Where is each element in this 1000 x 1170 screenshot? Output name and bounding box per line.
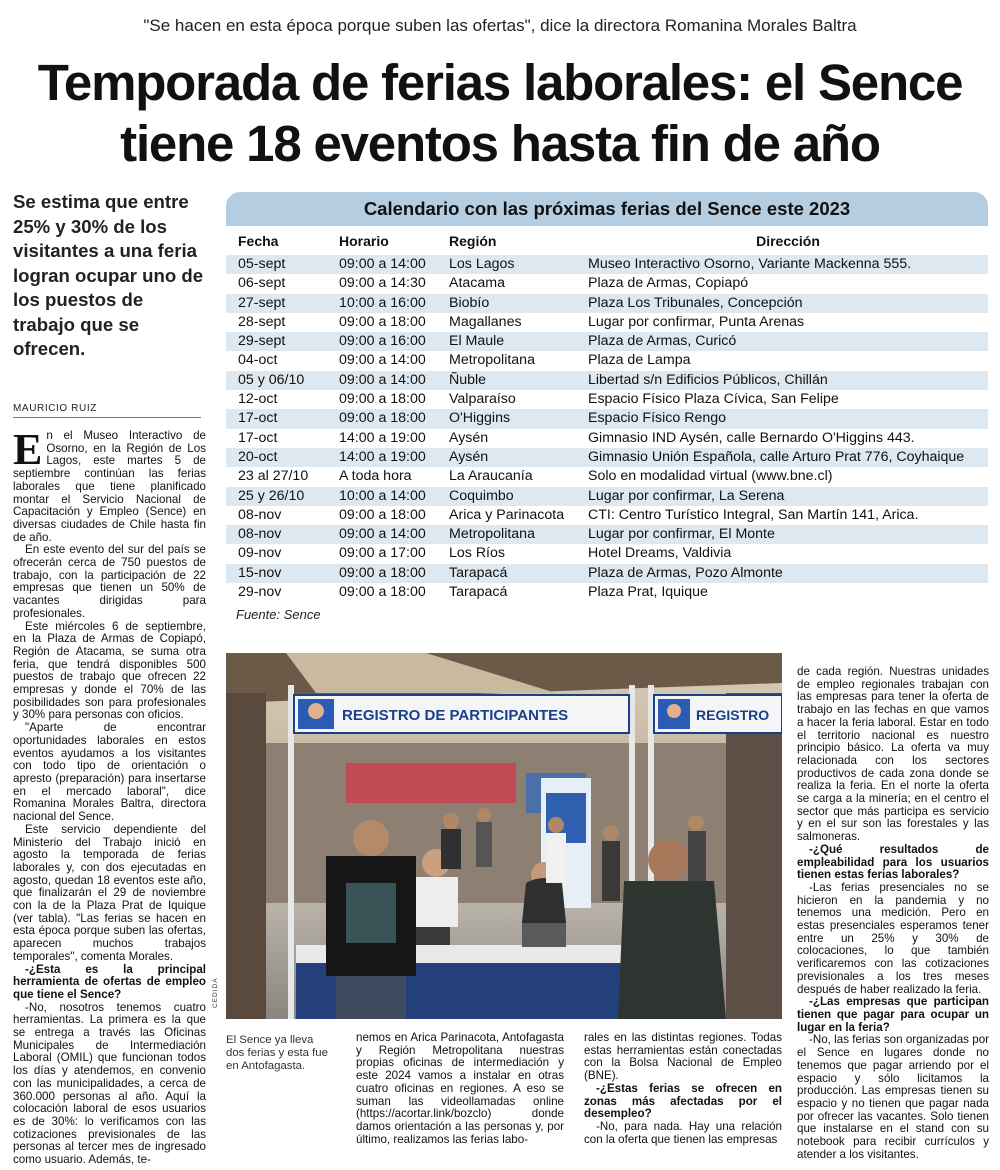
calendar-cell-direccion: Museo Interactivo Osorno, Variante Mackenna 555. — [588, 255, 988, 274]
calendar-box — [226, 192, 988, 622]
calendar-cell-direccion: Espacio Físico Rengo — [588, 409, 988, 428]
calendar-cell-fecha: 27-sept — [226, 294, 339, 313]
calendar-cell-region: Aysén — [449, 429, 489, 446]
calendar-cell-region: Coquimbo — [449, 487, 588, 506]
calendar-cell-region: Los Lagos — [449, 255, 588, 274]
body-paragraph-1: n el Museo Interactivo de Osorno, en la Región de Los Lagos, este martes 5 de septiembre continúan las ferias laborales que tiene planificado montar el Servicio Nacional de Capacitación y Empleo (Sence) en diversas ciudades de Chile hasta fin de año. — [13, 429, 206, 544]
calendar-row — [226, 448, 988, 467]
calendar-cell-horario: A toda hora — [339, 468, 412, 485]
byline: MAURICIO RUIZ — [13, 403, 201, 418]
calendar-cell-region: Los Ríos — [449, 545, 505, 562]
body-paragraph-3: Este miércoles 6 de septiembre, en la Plaza de Armas de Copiapó, Región de Atacama, se suma otra feria, que tendrá disponibles 500 puestos de trabajo que ofrecen 22 empresas y donde el 70% de las posibilidades son para profesionales y 30% para personas con oficios. — [13, 619, 206, 722]
calendar-cell-fecha: 06-sept — [238, 275, 286, 292]
calendar-cell-region: La Araucanía — [449, 468, 533, 485]
calendar-cell-horario: 09:00 a 18:00 — [339, 409, 449, 428]
calendar-cell-direccion: Lugar por confirmar, La Serena — [588, 487, 988, 506]
body-paragraph-4: "Aparte de encontrar oportunidades laborales en estos eventos ayudamos a los visitantes con todo tipo de orientación o apresto (preparación) para insertarse en el mercado laboral", dice Romanina Morales Baltra, directora nacional del Sence. — [13, 721, 206, 824]
photo-caption: El Sence ya lleva dos ferias y esta fue en Antofagasta. — [226, 1034, 328, 1072]
header-region: Región — [449, 226, 588, 255]
calendar-cell-region: Arica y Parinacota — [449, 506, 565, 523]
calendar-row — [226, 351, 988, 370]
interview-question-4: -¿Las empresas que participan tienen que pagar para ocupar un lugar en la feria? — [797, 995, 989, 1034]
header-horario: Horario — [339, 226, 449, 255]
calendar-cell-region: Aysén — [449, 448, 588, 467]
calendar-cell-direccion: Lugar por confirmar, Punta Arenas — [588, 313, 805, 330]
calendar-cell-direccion: Solo en modalidad virtual (www.bne.cl) — [588, 468, 833, 485]
calendar-cell-fecha: 25 y 26/10 — [226, 487, 339, 506]
calendar-row — [226, 409, 988, 428]
calendar-cell-horario: 14:00 a 19:00 — [339, 429, 426, 446]
calendar-row — [226, 371, 988, 390]
calendar-cell-fecha: 08-nov — [226, 525, 339, 544]
interview-answer-1-cont: nemos en Arica Parinacota, Antofagasta y Región Metropolitana nuestras propias oficinas de intermediación y este 2024 vamos a instalar en otras cuatro oficinas en regiones. A eso se suman las videollamadas online (https://acortar.link/bozclo) donde damos orientación a las personas y, por último, realizamos las ferias labo- — [356, 1031, 564, 1146]
calendar-cell-horario: 10:00 a 14:00 — [339, 487, 449, 506]
calendar-cell-region: Biobío — [449, 294, 588, 313]
interview-answer-2: -No, para nada. Hay una relación con la oferta que tienen las empresas — [584, 1119, 782, 1146]
body-paragraph-2: En este evento del sur del país se ofrecerán cerca de 750 puestos de trabajo, con la participación de 22 empresas que tienen un 50% de vacantes dirigidas para profesionales. — [13, 543, 206, 620]
headline-line-1: Temporada de ferias laborales: el Sence — [37, 54, 963, 111]
interview-question-2: -¿Estas ferias se ofrecen en zonas más afectadas por el desempleo? — [584, 1081, 782, 1121]
body-column-left — [13, 425, 206, 1167]
calendar-row — [226, 583, 988, 602]
calendar-cell-horario: 09:00 a 18:00 — [339, 564, 449, 583]
lead-paragraph: Se estima que entre 25% y 30% de los visitantes a una feria logran ocupar uno de los puestos de trabajo que se ofrecen. — [13, 191, 204, 359]
interview-answer-3: -Las ferias presenciales no se hicieron en la pandemia y no tenemos una medición. Pero en estas presenciales esperamos tener entre un 25% y 30% de colocaciones, lo que también verificaremos con las cotizaciones previsionales a los tres meses después de haber realizado la feria. — [797, 880, 989, 996]
calendar-cell-horario: 09:00 a 18:00 — [339, 584, 426, 601]
calendar-cell-direccion: Plaza de Armas, Curicó — [588, 332, 988, 351]
calendar-cell-horario: 09:00 a 18:00 — [339, 313, 426, 330]
banner-left-text: REGISTRO DE PARTICIPANTES — [342, 707, 569, 724]
body-column-bottom-2 — [356, 1032, 564, 1146]
calendar-table — [226, 226, 988, 602]
calendar-row — [226, 467, 988, 486]
header-direccion: Dirección — [588, 226, 988, 255]
interview-answer-4: -No, las ferias son organizadas por el Sence en lugares donde no tenemos que pagar arriendo por el espacio y sólo licitamos la producción. Las empresas tienen su espacio y no tienen que pagar nada por ofrecer las vacantes. Solo tienen que instalarse en el stand con su notebook para recibir currículos y atender a los visitantes. — [797, 1033, 989, 1161]
calendar-cell-horario: 14:00 a 19:00 — [339, 448, 449, 467]
calendar-cell-horario: 09:00 a 14:00 — [339, 255, 449, 274]
calendar-cell-fecha: 17-oct — [238, 429, 278, 446]
calendar-cell-direccion: Lugar por confirmar, El Monte — [588, 525, 988, 544]
headline — [20, 52, 980, 174]
calendar-cell-horario: 09:00 a 16:00 — [339, 332, 449, 351]
calendar-row — [226, 429, 988, 448]
calendar-row — [226, 255, 988, 274]
calendar-cell-region: Tarapacá — [449, 584, 508, 601]
event-photo — [226, 653, 782, 1019]
calendar-cell-fecha: 05-sept — [226, 255, 339, 274]
calendar-cell-region: Metropolitana — [449, 525, 588, 544]
interview-answer-1: -No, nosotros tenemos cuatro herramientas. La primera es la que se entrega a través las Oficinas Municipales de Intermediación Laboral (OMIL) que funcionan todos los días y atendemos, en convenio con las municipalidades, a cerca de 360.000 personas al año. Aquí la colocación laboral de esos usuarios es de 30%: lo verificamos con las cotizaciones previsionales de las personas al tercer mes de ingresado como usuario. Además, te- — [13, 1000, 206, 1167]
calendar-cell-direccion: Espacio Físico Plaza Cívica, San Felipe — [588, 391, 839, 408]
calendar-cell-region: Tarapacá — [449, 564, 588, 583]
calendar-cell-horario: 09:00 a 18:00 — [339, 506, 426, 523]
calendar-row — [226, 564, 988, 583]
calendar-cell-fecha: 12-oct — [238, 391, 278, 408]
calendar-row — [226, 390, 988, 409]
calendar-cell-direccion: Hotel Dreams, Valdivia — [588, 545, 732, 562]
banner-right-text: REGISTRO — [696, 707, 770, 723]
calendar-header-row — [226, 226, 988, 255]
calendar-cell-fecha: 28-sept — [238, 313, 286, 330]
event-photo-illustration — [226, 653, 782, 1019]
photo-credit: CEDIDA — [212, 977, 219, 1008]
calendar-cell-direccion: Gimnasio Unión Española, calle Arturo Prat 776, Coyhaique — [588, 448, 988, 467]
headline-line-2: tiene 18 eventos hasta fin de año — [120, 115, 880, 172]
calendar-row — [226, 274, 988, 293]
calendar-row — [226, 294, 988, 313]
calendar-cell-direccion: Plaza de Armas, Copiapó — [588, 275, 749, 292]
calendar-row — [226, 544, 988, 563]
calendar-cell-horario: 09:00 a 18:00 — [339, 391, 426, 408]
calendar-row — [226, 332, 988, 351]
calendar-cell-direccion: Plaza de Armas, Pozo Almonte — [588, 564, 988, 583]
calendar-cell-fecha: 17-oct — [226, 409, 339, 428]
interview-question-1: -¿Esta es la principal herramienta de ofertas de empleo que tiene el Sence? — [13, 962, 206, 1001]
calendar-cell-horario: 10:00 a 16:00 — [339, 294, 449, 313]
body-column-right — [797, 666, 989, 1161]
calendar-cell-fecha: 20-oct — [226, 448, 339, 467]
calendar-cell-fecha: 29-nov — [238, 584, 282, 601]
body-paragraph-5: Este servicio dependiente del Ministerio del Trabajo inició en agosto la temporada de ferias laborales y, con dos ejecutadas en agosto, quedan 18 eventos este año, que finalizarán el 29 de noviembre con la de la Plaza Prat de Iquique (ver tabla). "Las ferias se hacen en esta época porque suben las ofertas, aparecen muchos trabajos temporales", comenta Morales. — [13, 822, 206, 963]
calendar-cell-horario: 09:00 a 17:00 — [339, 545, 426, 562]
calendar-cell-region: El Maule — [449, 332, 588, 351]
calendar-cell-fecha: 09-nov — [238, 545, 282, 562]
calendar-row — [226, 506, 988, 525]
calendar-cell-direccion: Plaza Los Tribunales, Concepción — [588, 294, 988, 313]
calendar-cell-direccion: Plaza de Lampa — [588, 352, 691, 369]
calendar-cell-direccion: Plaza Prat, Iquique — [588, 584, 708, 601]
interview-answer-1-end: rales en las distintas regiones. Todas estas herramientas están conectadas con la Bolsa Nacional de Empleo (BNE). — [584, 1031, 782, 1083]
interview-question-3: -¿Qué resultados de empleabilidad para los usuarios tienen estas ferias laborales? — [797, 842, 989, 882]
calendar-cell-fecha: 29-sept — [226, 332, 339, 351]
calendar-cell-fecha: 23 al 27/10 — [238, 468, 309, 485]
kicker: "Se hacen en esta época porque suben las ofertas", dice la directora Romanina Morales Baltra — [143, 16, 857, 35]
calendar-cell-fecha: 08-nov — [238, 506, 282, 523]
calendar-row — [226, 487, 988, 506]
calendar-cell-region: Ñuble — [449, 371, 588, 390]
calendar-body — [226, 255, 988, 602]
dropcap: E — [13, 425, 43, 474]
calendar-row — [226, 313, 988, 332]
calendar-cell-horario: 09:00 a 14:30 — [339, 275, 426, 292]
calendar-cell-horario: 09:00 a 14:00 — [339, 525, 449, 544]
calendar-cell-fecha: 05 y 06/10 — [226, 371, 339, 390]
calendar-source: Fuente: Sence — [236, 607, 321, 623]
header-fecha: Fecha — [226, 226, 339, 255]
calendar-cell-direccion: Libertad s/n Edificios Públicos, Chillán — [588, 371, 988, 390]
calendar-title: Calendario con las próximas ferias del Sence este 2023 — [226, 192, 988, 226]
calendar-cell-fecha: 15-nov — [226, 564, 339, 583]
body-column-bottom-3 — [584, 1032, 782, 1146]
calendar-cell-horario: 09:00 a 14:00 — [339, 371, 449, 390]
calendar-cell-horario: 09:00 a 14:00 — [339, 352, 426, 369]
calendar-row — [226, 525, 988, 544]
calendar-cell-direccion: Gimnasio IND Aysén, calle Bernardo O'Higgins 443. — [588, 429, 915, 446]
calendar-cell-region: Metropolitana — [449, 352, 535, 369]
calendar-cell-region: O'Higgins — [449, 409, 588, 428]
calendar-cell-direccion: CTI: Centro Turístico Integral, San Martín 141, Arica. — [588, 506, 919, 523]
calendar-cell-region: Atacama — [449, 275, 505, 292]
calendar-cell-region: Valparaíso — [449, 391, 516, 408]
calendar-cell-fecha: 04-oct — [238, 352, 278, 369]
calendar-cell-region: Magallanes — [449, 313, 522, 330]
interview-answer-2-cont: de cada región. Nuestras unidades de empleo regionales trabajan con las empresas para tener la oferta de trabajo en las fechas en que vamos a hacer la feria laboral. Estar en todo el territorio nacional es nuestro principio básico. La oferta va muy relacionada con los sectores productivos de cada zona donde se realiza la feria. En el norte la oferta se carga a la minería; en el centro el sector que más participa es servicio y en el sur son las forestales y las salmoneras. — [797, 665, 989, 844]
